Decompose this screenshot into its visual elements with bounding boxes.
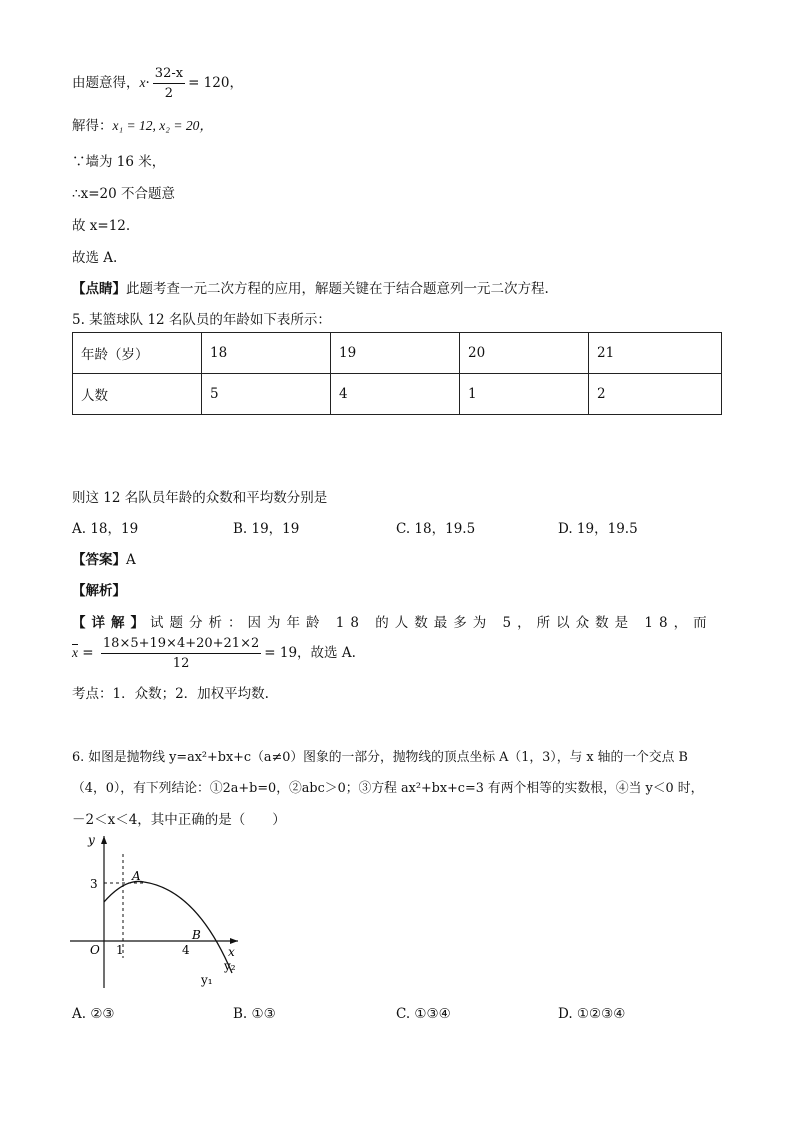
answer-line: 【答案】A [72, 552, 136, 568]
y-axis-label: y [88, 833, 95, 847]
tick-3-label: 3 [90, 877, 98, 891]
x-axis-arrow [230, 938, 238, 944]
y-axis-arrow [101, 836, 107, 844]
detail-line: 【详解】试题分析：因为年龄 18 的人数最多为 5，所以众数是 18，而 [72, 615, 713, 631]
x-bar: $\overline{x}$ [72, 645, 78, 660]
q5-stem: 5. 某篮球队 12 名队员的年龄如下表所示： [72, 312, 331, 328]
table-cell: 20 [460, 333, 589, 374]
table-cell: 人数 [73, 374, 202, 415]
q6-option-c: C. ①③④ [396, 1006, 451, 1022]
solution-line-3: ∵墙为 16 米， [72, 154, 166, 170]
q6-option-a: A. ②③ [72, 1006, 115, 1022]
solution-roots-line: 解得：x₁ = 12, x₂ = 20， [72, 118, 213, 134]
q5-option-d: D. 19，19.5 [558, 521, 638, 537]
mean-formula-line: $\overline{x}$ = $\frac{18\times 5+19\times 4+20+21\times 2}{12}$ = 19，故选 A. [72, 636, 356, 671]
q6-option-d: D. ①②③④ [558, 1006, 626, 1022]
table-cell: 1 [460, 374, 589, 415]
x-axis-label: x [228, 945, 235, 959]
table-cell: 4 [331, 374, 460, 415]
q5-ask: 则这 12 名队员年龄的众数和平均数分别是 [72, 490, 328, 506]
var-x: x [139, 75, 146, 90]
solution-equation-line: 由题意得，x· $\frac{32-x}{2}$ = 120， [72, 66, 243, 101]
table-cell: 年龄（岁） [73, 333, 202, 374]
tick-1-label: 1 [116, 943, 124, 957]
table-row [73, 374, 722, 415]
table-cell: 18 [202, 333, 331, 374]
table-row [73, 333, 722, 374]
y2-label: y₂ [224, 959, 236, 973]
age-table [72, 332, 722, 415]
parabola-graph [62, 828, 262, 998]
comment-line: 【点睛】此题考查一元二次方程的应用，解题关键在于结合题意列一元二次方程. [72, 281, 549, 297]
solution-line-6: 故选 A. [72, 250, 118, 266]
q5-option-b: B. 19，19 [233, 521, 300, 537]
answer-tag: 【答案】 [72, 552, 126, 568]
origin-label: O [90, 943, 100, 957]
table-cell: 21 [589, 333, 722, 374]
q5-option-a: A. 18，19 [72, 521, 139, 537]
points-line: 考点：1．众数；2．加权平均数. [72, 686, 269, 702]
q5-option-c: C. 18，19.5 [396, 521, 476, 537]
tick-4-label: 4 [182, 943, 190, 957]
table-cell: 5 [202, 374, 331, 415]
solution-line-5: 故 x=12. [72, 218, 131, 234]
fraction: $\frac{32-x}{2}$ [154, 66, 184, 101]
y1-label: y₁ [201, 973, 213, 987]
point-a-label: A [132, 869, 141, 883]
solution-line-4: ∴x=20 不合题意 [72, 186, 175, 202]
q6-stem-3: －2＜x＜4，其中正确的是（ ） [72, 812, 286, 828]
q6-option-b: B. ①③ [233, 1006, 276, 1022]
q6-stem-2: （4，0），有下列结论：①2a+b=0，②abc＞0；③方程 ax²+bx+c=3 有两个相等的实数根，④当 y＜0 时， [72, 781, 704, 796]
analysis-tag: 【解析】 [72, 583, 126, 599]
mean-fraction: $\frac{18\times 5+19\times 4+20+21\times 2}{12}$ [102, 636, 260, 671]
detail-tag: 【详解】 [72, 615, 150, 631]
table-cell: 2 [589, 374, 722, 415]
table-cell: 19 [331, 333, 460, 374]
comment-tag: 【点睛】 [72, 281, 126, 297]
point-b-label: B [192, 928, 201, 942]
q6-stem-1: 6. 如图是抛物线 y=ax²+bx+c（a≠0）图象的一部分，抛物线的顶点坐标 A（1，3），与 x 轴的一个交点 B [72, 750, 688, 765]
